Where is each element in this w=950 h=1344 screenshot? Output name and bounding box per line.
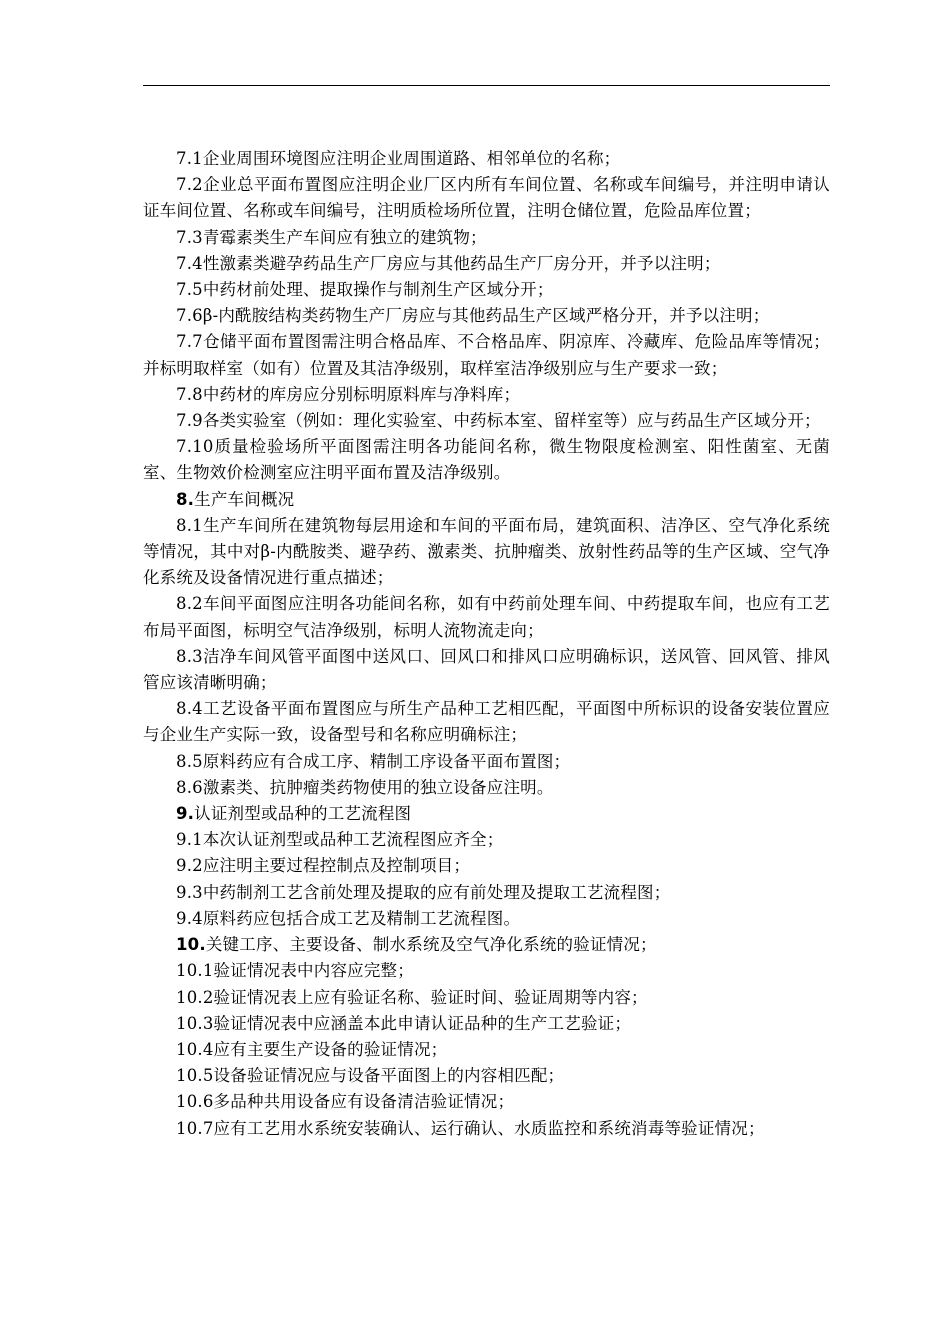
paragraph-10-6: 10.6多品种共用设备应有设备清洁验证情况； bbox=[176, 1092, 515, 1112]
paragraph-8-3: 8.3洁净车间风管平面图中送风口、回风口和排风口应明确标识，送风管、回风管、排风管应该清晰明确； bbox=[143, 646, 830, 693]
paragraph-10-4: 10.4应有主要生产设备的验证情况； bbox=[176, 1039, 448, 1059]
paragraph-7-1: 7.1企业周围环境图应注明企业周围道路、相邻单位的名称； bbox=[176, 149, 621, 168]
section-8-heading bbox=[143, 487, 830, 513]
paragraph-9-1: 9.1本次认证剂型或品种工艺流程图应齐全； bbox=[176, 830, 504, 850]
paragraph-10-7: 10.7应有工艺用水系统安装确认、运行确认、水质监控和系统消毒等验证情况； bbox=[176, 1118, 765, 1138]
section-9-number: 9. bbox=[176, 804, 195, 824]
paragraph-7-6: 7.6β-内酰胺结构类药物生产厂房应与其他药品生产区域严格分开，并予以注明； bbox=[176, 306, 770, 326]
paragraph-7-9: 7.9各类实验室（例如：理化实验室、中药标本室、留样室等）应与药品生产区域分开； bbox=[176, 411, 821, 431]
header-rule bbox=[143, 85, 830, 86]
paragraph-7-5: 7.5中药材前处理、提取操作与制剂生产区域分开； bbox=[176, 280, 554, 300]
paragraph-10-5: 10.5设备验证情况应与设备平面图上的内容相匹配； bbox=[176, 1066, 565, 1086]
paragraph-9-4: 9.4原料药应包括合成工艺及精制工艺流程图。 bbox=[176, 908, 521, 928]
paragraph-7-2: 7.2企业总平面布置图应注明企业厂区内所有车间位置、名称或车间编号，并注明申请认证车间位置、名称或车间编号，注明质检场所位置，注明仓储位置，危险品库位置； bbox=[143, 175, 830, 221]
paragraph-7-10: 7.10质量检验场所平面图需注明各功能间名称，微生物限度检测室、阳性菌室、无菌室、生物效价检测室应注明平面布置及洁净级别。 bbox=[143, 437, 830, 483]
paragraph-9-3: 9.3中药制剂工艺含前处理及提取的应有前处理及提取工艺流程图； bbox=[176, 882, 671, 902]
paragraph-10-1: 10.1验证情况表中内容应完整； bbox=[176, 961, 414, 981]
section-9-heading bbox=[143, 801, 830, 827]
paragraph-7-3: 7.3青霉素类生产车间应有独立的建筑物； bbox=[176, 227, 487, 247]
section-10-heading bbox=[143, 932, 830, 958]
document-body bbox=[143, 146, 830, 1142]
paragraph-7-8: 7.8中药材的库房应分别标明原料库与净料库； bbox=[176, 384, 521, 404]
paragraph-10-3: 10.3验证情况表中应涵盖本此申请认证品种的生产工艺验证； bbox=[176, 1013, 632, 1033]
section-10-title: 关键工序、主要设备、制水系统及空气净化系统的验证情况； bbox=[205, 935, 657, 955]
section-8-title: 生产车间概况 bbox=[194, 489, 295, 509]
paragraph-8-4: 8.4工艺设备平面布置图应与所生产品种工艺相匹配，平面图中所标识的设备安装位置应与企业生产实际一致，设备型号和名称应明确标注； bbox=[143, 699, 830, 745]
paragraph-8-2: 8.2车间平面图应注明各功能间名称，如有中药前处理车间、中药提取车间，也应有工艺布局平面图，标明空气洁净级别，标明人流物流走向； bbox=[143, 594, 830, 640]
paragraph-8-1: 8.1生产车间所在建筑物每层用途和车间的平面布局，建筑面积、洁净区、空气净化系统等情况，其中对β-内酰胺类、避孕药、激素类、抗肿瘤类、放射性药品等的生产区域、空气净化系统及设备情况进行重点描述； bbox=[143, 515, 830, 588]
section-10-number: 10. bbox=[176, 935, 206, 955]
paragraph-7-7: 7.7仓储平面布置图需注明合格品库、不合格品库、阴凉库、冷藏库、危险品库等情况；并标明取样室（如有）位置及其洁净级别，取样室洁净级别应与生产要求一致； bbox=[143, 332, 830, 378]
section-9-title: 认证剂型或品种的工艺流程图 bbox=[194, 804, 412, 824]
section-8-number: 8. bbox=[176, 489, 195, 509]
paragraph-7-4: 7.4性激素类避孕药品生产厂房应与其他药品生产厂房分开，并予以注明； bbox=[176, 253, 721, 273]
paragraph-10-2: 10.2验证情况表上应有验证名称、验证时间、验证周期等内容； bbox=[176, 987, 648, 1007]
paragraph-8-5: 8.5原料药应有合成工序、精制工序设备平面布置图； bbox=[176, 751, 571, 771]
paragraph-9-2: 9.2应注明主要过程控制点及控制项目； bbox=[176, 856, 471, 876]
paragraph-8-6: 8.6激素类、抗肿瘤类药物使用的独立设备应注明。 bbox=[176, 777, 554, 797]
